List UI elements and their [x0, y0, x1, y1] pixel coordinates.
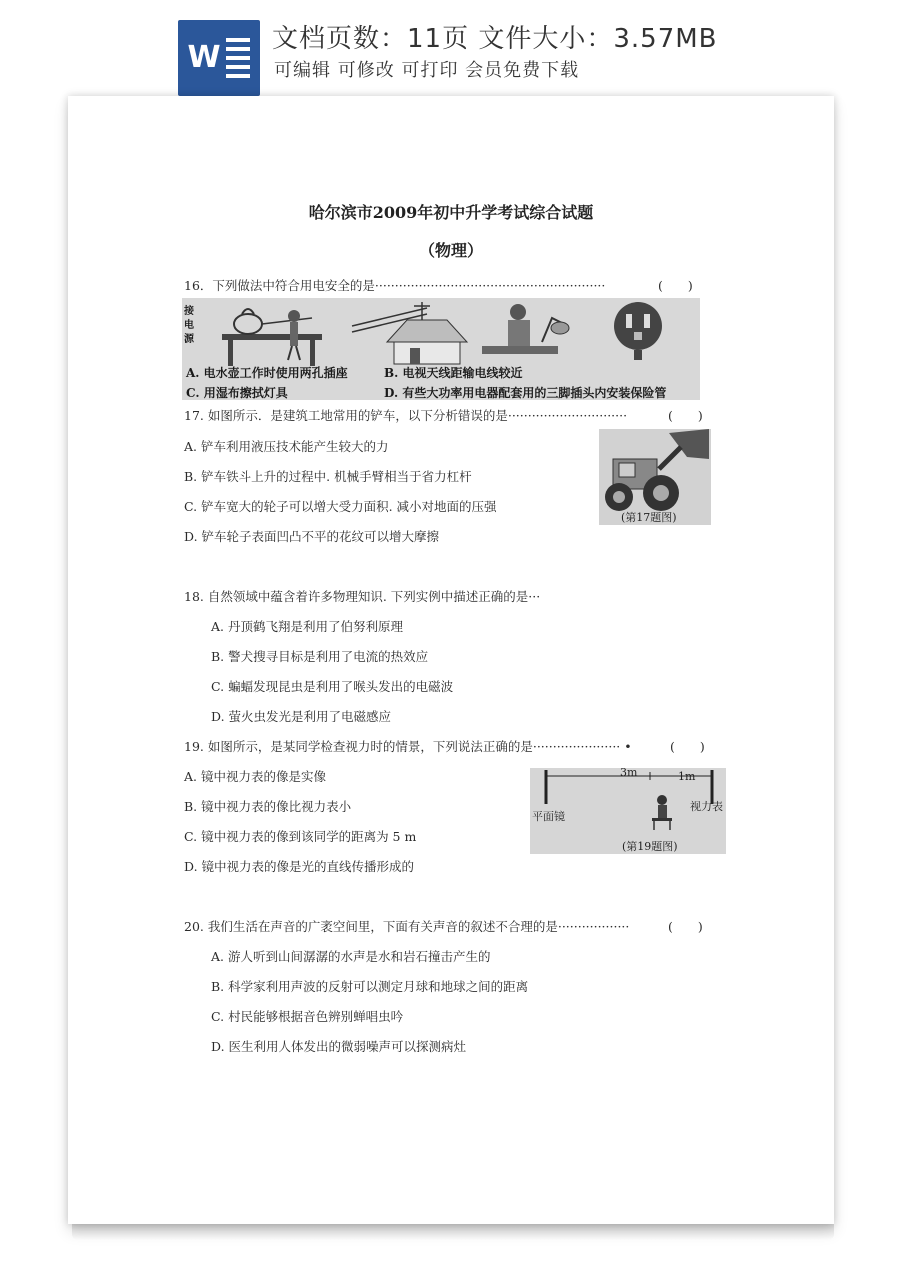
question-19-figure [530, 768, 726, 854]
document-page [68, 96, 834, 1224]
question-20-option-a: A. 游人听到山间潺潺的水声是水和岩石撞击产生的 [211, 949, 491, 964]
question-20-option-c: C. 村民能够根据音色辨别蝉唱虫吟 [211, 1009, 404, 1024]
document-features: 可编辑 可修改 可打印 会员免费下载 [274, 60, 580, 81]
question-17-option-c: C. 铲车宽大的轮子可以增大受力面积. 减小对地面的压强 [184, 499, 497, 514]
document-lines-icon [226, 38, 250, 80]
figure-label-2: 电 [184, 320, 194, 331]
question-19-option-d: D. 镜中视力表的像是光的直线传播形成的 [184, 859, 415, 874]
question-18-option-d: D. 萤火虫发光是利用了电磁感应 [211, 709, 392, 724]
question-16-answer-blank: ( ) [658, 278, 693, 293]
question-16-option-c: C. 用湿布擦拭灯具 [186, 386, 288, 400]
question-19-option-c: C. 镜中视力表的像到该同学的距离为 5 m [184, 829, 417, 844]
figure-label-1: 接 [184, 306, 194, 317]
exam-subtitle: （物理） [418, 241, 483, 260]
question-19-stem: 19. 如图所示，是某同学检查视力时的情景，下列说法正确的是······················ • [184, 739, 632, 754]
figure-19-distance-3m: 3m [620, 768, 638, 779]
figure-19-eye-chart-label: 视力表 [690, 800, 723, 813]
question-16-option-a: A. 电水壶工作时使用两孔插座 [186, 366, 348, 380]
question-20-answer-blank: ( ) [668, 919, 703, 934]
figure-17-caption: (第17题图) [621, 511, 677, 524]
figure-19-caption: (第19题图) [622, 840, 678, 853]
figure-19-distance-1m: 1m [678, 770, 696, 783]
question-19-option-a: A. 镜中视力表的像是实像 [184, 769, 326, 784]
word-document-icon [178, 20, 260, 96]
word-logo-letter: W [187, 40, 221, 75]
question-17-option-a: A. 铲车利用液压技术能产生较大的力 [184, 439, 389, 454]
question-20-option-d: D. 医生利用人体发出的微弱噪声可以探测病灶 [211, 1039, 467, 1054]
question-19-option-b: B. 镜中视力表的像比视力表小 [184, 799, 352, 814]
question-20-option-b: B. 科学家利用声波的反射可以测定月球和地球之间的距离 [211, 979, 529, 994]
question-19-answer-blank: ( ) [670, 739, 705, 754]
document-info-banner [0, 0, 900, 96]
document-page-count-and-size: 文档页数：11页 文件大小：3.57MB [272, 24, 718, 54]
question-18-option-a: A. 丹顶鹤飞翔是利用了伯努利原理 [211, 619, 403, 634]
figure-label-3: 源 [184, 334, 194, 345]
exam-title: 哈尔滨市2009年初中升学考试综合试题 [308, 203, 594, 222]
question-17-answer-blank: ( ) [668, 408, 703, 423]
question-18-option-b: B. 警犬搜寻目标是利用了电流的热效应 [211, 649, 429, 664]
question-16-figure [182, 298, 700, 400]
question-16-stem: 16．下列做法中符合用电安全的是·························································· [184, 278, 606, 293]
figure-19-mirror-label: 平面镜 [532, 810, 565, 823]
question-20-stem: 20. 我们生活在声音的广袤空间里，下面有关声音的叙述不合理的是·················· [184, 919, 630, 934]
question-16-option-b: B. 电视天线距输电线较近 [384, 366, 523, 380]
question-17-figure [599, 429, 711, 525]
question-17-stem: 17. 如图所示．是建筑工地常用的铲车，以下分析错误的是······························ [184, 408, 628, 423]
question-17-option-d: D. 铲车轮子表面凹凸不平的花纹可以增大摩擦 [184, 529, 440, 544]
question-18-option-c: C. 蝙蝠发现昆虫是利用了喉头发出的电磁波 [211, 679, 454, 694]
question-18-stem: 18. 自然领域中蕴含着许多物理知识. 下列实例中描述正确的是··· [184, 589, 541, 604]
question-17-option-b: B. 铲车铁斗上升的过程中. 机械手臂相当于省力杠杆 [184, 469, 472, 484]
question-16-option-d: D. 有些大功率用电器配套用的三脚插头内安装保险管 [384, 386, 667, 400]
